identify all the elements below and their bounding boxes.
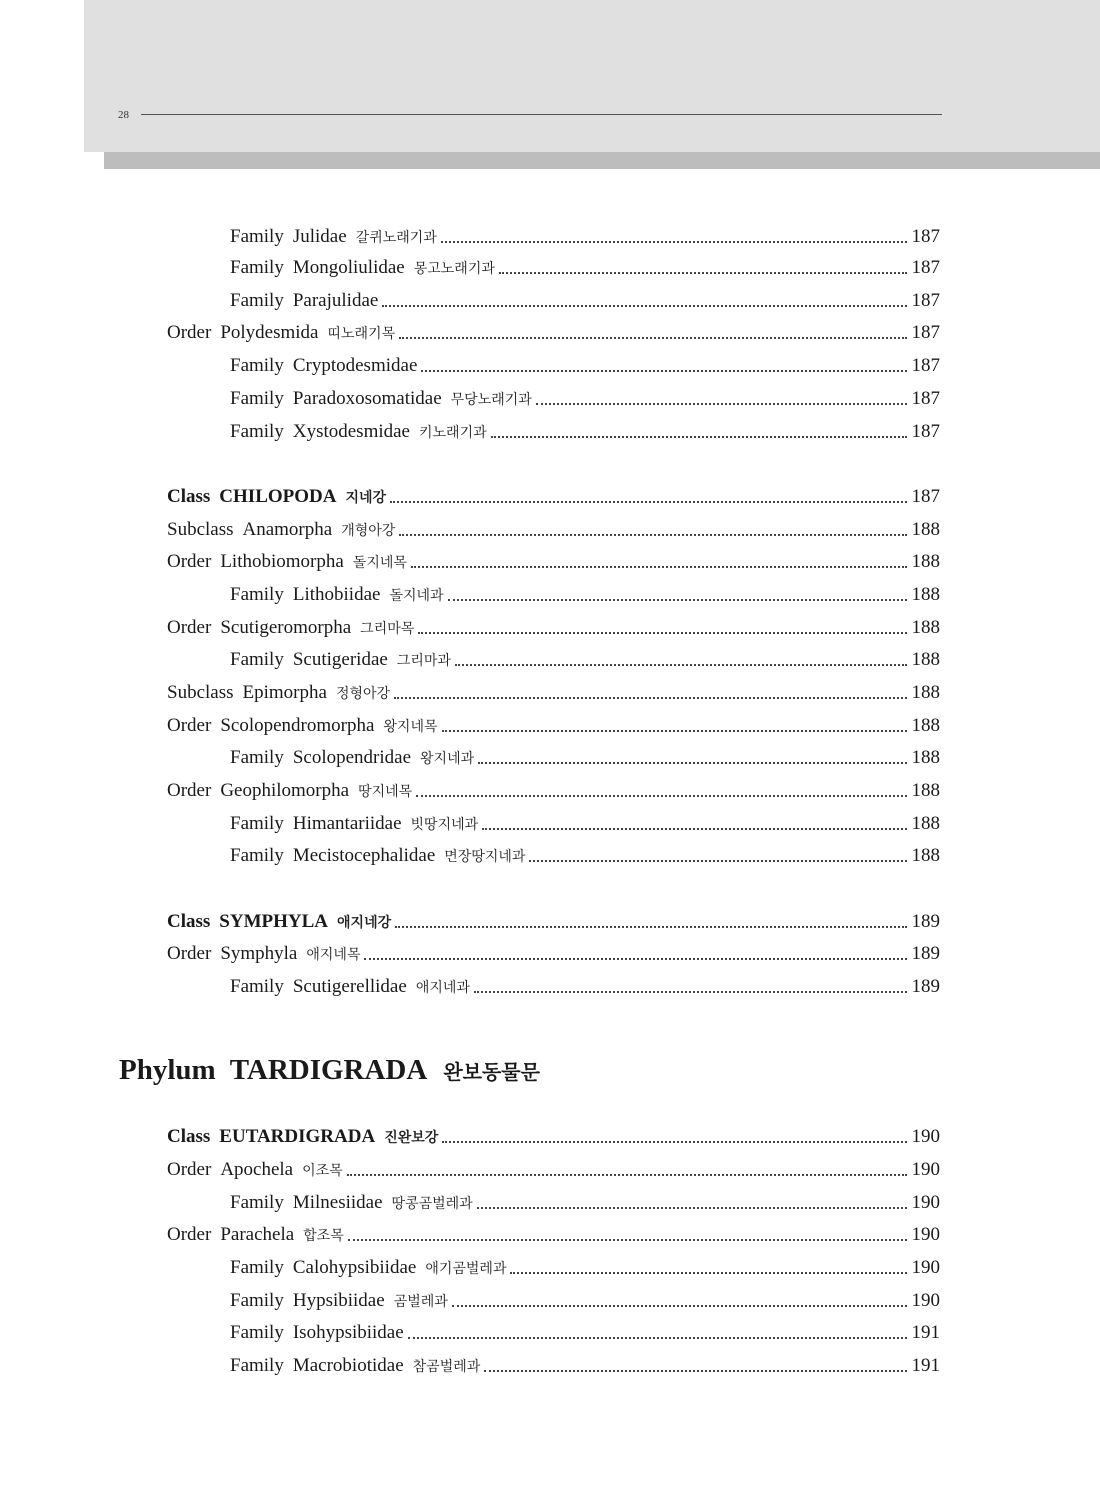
toc-entry[interactable] (230, 841, 940, 871)
entry-rank: Family (230, 355, 284, 376)
toc-entry[interactable] (167, 678, 940, 708)
entry-page: 188 (911, 649, 940, 670)
entry-page: 187 (911, 290, 940, 311)
entry-name: Epimorpha (242, 682, 327, 703)
entry-rank: Family (230, 290, 284, 311)
toc-entry[interactable] (230, 809, 940, 839)
dot-leader (499, 271, 907, 274)
dot-leader (442, 729, 907, 732)
dot-leader (442, 1140, 906, 1143)
entry-name: Hypsibiidae (292, 1290, 385, 1311)
entry-name: Lithobiomorpha (220, 551, 344, 572)
dot-leader (394, 696, 906, 699)
dot-leader (395, 925, 906, 928)
dot-leader (448, 598, 907, 601)
toc-entry[interactable] (230, 1351, 940, 1381)
entry-korean-name: 그리마과 (396, 653, 451, 669)
entry-page: 190 (911, 1126, 940, 1147)
entry-page: 190 (911, 1159, 940, 1180)
entry-page: 187 (911, 421, 940, 442)
entry-rank: Subclass (167, 682, 234, 703)
entry-rank: Family (230, 1290, 284, 1311)
entry-page: 188 (911, 584, 940, 605)
dot-leader (382, 304, 906, 307)
entry-name: Scolopendridae (292, 747, 412, 768)
dot-leader (416, 794, 906, 797)
entry-name: Lithobiidae (292, 584, 381, 605)
entry-name: Paradoxosomatidae (292, 388, 442, 409)
phylum-korean-name: 완보동물문 (443, 1060, 540, 1084)
entry-rank: Subclass (167, 519, 234, 540)
entry-korean-name: 돌지네과 (389, 588, 444, 604)
entry-name: EUTARDIGRADA (219, 1126, 376, 1147)
entry-rank: Family (230, 1192, 284, 1213)
entry-rank: Order (167, 617, 212, 638)
entry-rank: Family (230, 813, 284, 834)
toc-entry[interactable] (167, 547, 940, 577)
entry-rank: Family (230, 1257, 284, 1278)
dot-leader (529, 859, 906, 862)
entry-page: 187 (911, 257, 940, 278)
entry-korean-name: 지네강 (345, 490, 387, 506)
entry-page: 188 (911, 715, 940, 736)
entry-rank: Family (230, 976, 284, 997)
entry-name: Xystodesmidae (292, 421, 410, 442)
entry-name: Calohypsibiidae (292, 1257, 417, 1278)
toc-entry-class[interactable] (167, 907, 940, 937)
entry-page: 190 (911, 1257, 940, 1278)
entry-rank: Family (230, 747, 284, 768)
entry-korean-name: 참곰벌레과 (412, 1359, 481, 1375)
phylum-name: TARDIGRADA (229, 1054, 428, 1086)
toc-entry[interactable] (230, 351, 940, 381)
entry-rank: Order (167, 780, 212, 801)
entry-korean-name: 진완보강 (384, 1130, 439, 1146)
entry-name: Apochela (220, 1159, 294, 1180)
dot-leader (399, 336, 906, 339)
phylum-rank: Phylum (119, 1054, 216, 1086)
entry-korean-name: 애지네목 (306, 947, 361, 963)
dot-leader (477, 1206, 907, 1209)
dot-leader (491, 435, 907, 438)
entry-rank: Order (167, 943, 212, 964)
entry-name: Scolopendromorpha (220, 715, 375, 736)
toc-entry[interactable] (230, 384, 940, 414)
entry-rank: Order (167, 1224, 212, 1245)
entry-page: 188 (911, 519, 940, 540)
entry-rank: Order (167, 715, 212, 736)
entry-page: 187 (911, 486, 940, 507)
entry-korean-name: 애지네과 (415, 980, 470, 996)
dot-leader (408, 1336, 907, 1339)
header-rule (141, 114, 942, 115)
entry-page: 187 (911, 355, 940, 376)
entry-name: Scutigeridae (292, 649, 388, 670)
toc-entry[interactable] (230, 1188, 940, 1218)
entry-korean-name: 몽고노래기과 (413, 261, 495, 277)
entry-rank: Family (230, 584, 284, 605)
entry-name: Parajulidae (292, 290, 379, 311)
entry-rank: Family (230, 1322, 284, 1343)
entry-name: Himantariidae (292, 813, 402, 834)
toc-entry[interactable] (230, 743, 940, 773)
entry-page: 187 (911, 388, 940, 409)
entry-name: CHILOPODA (219, 486, 337, 507)
entry-rank: Family (230, 257, 284, 278)
entry-korean-name: 면장땅지네과 (444, 849, 526, 865)
dot-leader (347, 1173, 907, 1176)
entry-korean-name: 정형아강 (335, 686, 391, 702)
toc-entry[interactable] (230, 1318, 940, 1348)
toc-entry[interactable] (230, 286, 940, 316)
dot-leader (484, 1369, 906, 1372)
toc-entry[interactable] (167, 1155, 940, 1185)
dot-leader (510, 1271, 906, 1274)
dot-leader (478, 761, 906, 764)
entry-korean-name: 개형아강 (341, 523, 396, 539)
entry-rank: Family (230, 421, 284, 442)
dot-leader (452, 1304, 907, 1307)
toc-entry[interactable] (230, 417, 940, 447)
entry-page: 187 (911, 322, 940, 343)
toc-entry[interactable] (230, 645, 940, 675)
dot-leader (399, 533, 906, 536)
toc-entry[interactable] (167, 776, 940, 806)
toc-entry[interactable] (230, 222, 940, 252)
dot-leader (455, 663, 907, 666)
entry-korean-name: 애기곰벌레과 (425, 1261, 507, 1277)
entry-rank: Class (167, 486, 211, 507)
entry-name: Polydesmida (220, 322, 319, 343)
header-shadow-bar (104, 152, 1100, 169)
toc-entry[interactable] (230, 1253, 940, 1283)
entry-name: Macrobiotidae (292, 1355, 404, 1376)
toc-entry[interactable] (230, 253, 940, 283)
dot-leader (421, 369, 906, 372)
entry-page: 189 (911, 911, 940, 932)
toc-entry[interactable] (230, 1286, 940, 1316)
page-number: 28 (118, 109, 129, 121)
dot-leader (390, 500, 906, 503)
header-band (84, 0, 1100, 152)
entry-korean-name: 곰벌레과 (393, 1294, 448, 1310)
entry-name: Anamorpha (242, 519, 333, 540)
entry-page: 190 (911, 1192, 940, 1213)
dot-leader (418, 631, 906, 634)
entry-page: 189 (911, 976, 940, 997)
entry-page: 188 (911, 780, 940, 801)
entry-page: 188 (911, 682, 940, 703)
dot-leader (482, 827, 906, 830)
entry-korean-name: 왕지네목 (383, 719, 438, 735)
entry-page: 188 (911, 617, 940, 638)
dot-leader (536, 402, 907, 405)
entry-rank: Family (230, 845, 284, 866)
toc-entry[interactable] (167, 318, 940, 348)
entry-name: Scutigeromorpha (220, 617, 352, 638)
entry-rank: Family (230, 226, 284, 247)
entry-name: Symphyla (220, 943, 298, 964)
toc-entry[interactable] (167, 1220, 940, 1250)
toc-entry[interactable] (230, 580, 940, 610)
entry-rank: Order (167, 551, 212, 572)
entry-name: SYMPHYLA (219, 911, 329, 932)
toc-entry[interactable] (167, 939, 940, 969)
entry-page: 191 (911, 1355, 940, 1376)
entry-name: Cryptodesmidae (292, 355, 418, 376)
entry-korean-name: 갈퀴노래기과 (355, 230, 437, 246)
dot-leader (411, 565, 907, 568)
entry-page: 188 (911, 813, 940, 834)
entry-name: Mecistocephalidae (292, 845, 436, 866)
entry-korean-name: 왕지네과 (420, 751, 475, 767)
entry-page: 189 (911, 943, 940, 964)
entry-korean-name: 땅지네목 (358, 784, 413, 800)
toc-entry-class[interactable] (167, 1122, 940, 1152)
entry-page: 190 (911, 1224, 940, 1245)
phylum-heading (119, 1054, 540, 1094)
toc-entry-class[interactable] (167, 482, 940, 512)
dot-leader (364, 957, 906, 960)
entry-korean-name: 띠노래기목 (327, 326, 396, 342)
toc-entry[interactable] (167, 515, 940, 545)
entry-rank: Order (167, 1159, 212, 1180)
entry-name: Scutigerellidae (292, 976, 407, 997)
entry-rank: Order (167, 322, 212, 343)
entry-name: Mongoliulidae (292, 257, 405, 278)
entry-page: 188 (911, 845, 940, 866)
entry-korean-name: 무당노래기과 (450, 392, 532, 408)
entry-korean-name: 키노래기과 (419, 425, 487, 441)
toc-entry[interactable] (230, 972, 940, 1002)
entry-korean-name: 이조목 (302, 1163, 343, 1179)
entry-rank: Class (167, 911, 211, 932)
entry-rank: Family (230, 1355, 284, 1376)
toc-entry[interactable] (167, 711, 940, 741)
entry-rank: Family (230, 649, 284, 670)
entry-rank: Family (230, 388, 284, 409)
toc-entry[interactable] (167, 613, 940, 643)
dot-leader (474, 990, 907, 993)
entry-page: 190 (911, 1290, 940, 1311)
entry-korean-name: 땅콩곰벌레과 (391, 1196, 473, 1212)
entry-korean-name: 빗땅지네과 (410, 817, 479, 833)
entry-korean-name: 돌지네목 (352, 555, 407, 571)
entry-page: 188 (911, 747, 940, 768)
entry-page: 187 (911, 226, 940, 247)
entry-name: Julidae (292, 226, 347, 247)
entry-page: 188 (911, 551, 940, 572)
entry-korean-name: 그리마목 (360, 621, 415, 637)
entry-korean-name: 애지네강 (337, 915, 392, 931)
entry-name: Isohypsibiidae (292, 1322, 404, 1343)
entry-name: Geophilomorpha (220, 780, 350, 801)
dot-leader (348, 1238, 907, 1241)
entry-name: Milnesiidae (292, 1192, 383, 1213)
dot-leader (441, 240, 907, 243)
entry-rank: Class (167, 1126, 211, 1147)
entry-name: Parachela (220, 1224, 295, 1245)
entry-page: 191 (911, 1322, 940, 1343)
entry-korean-name: 합조목 (303, 1228, 344, 1244)
